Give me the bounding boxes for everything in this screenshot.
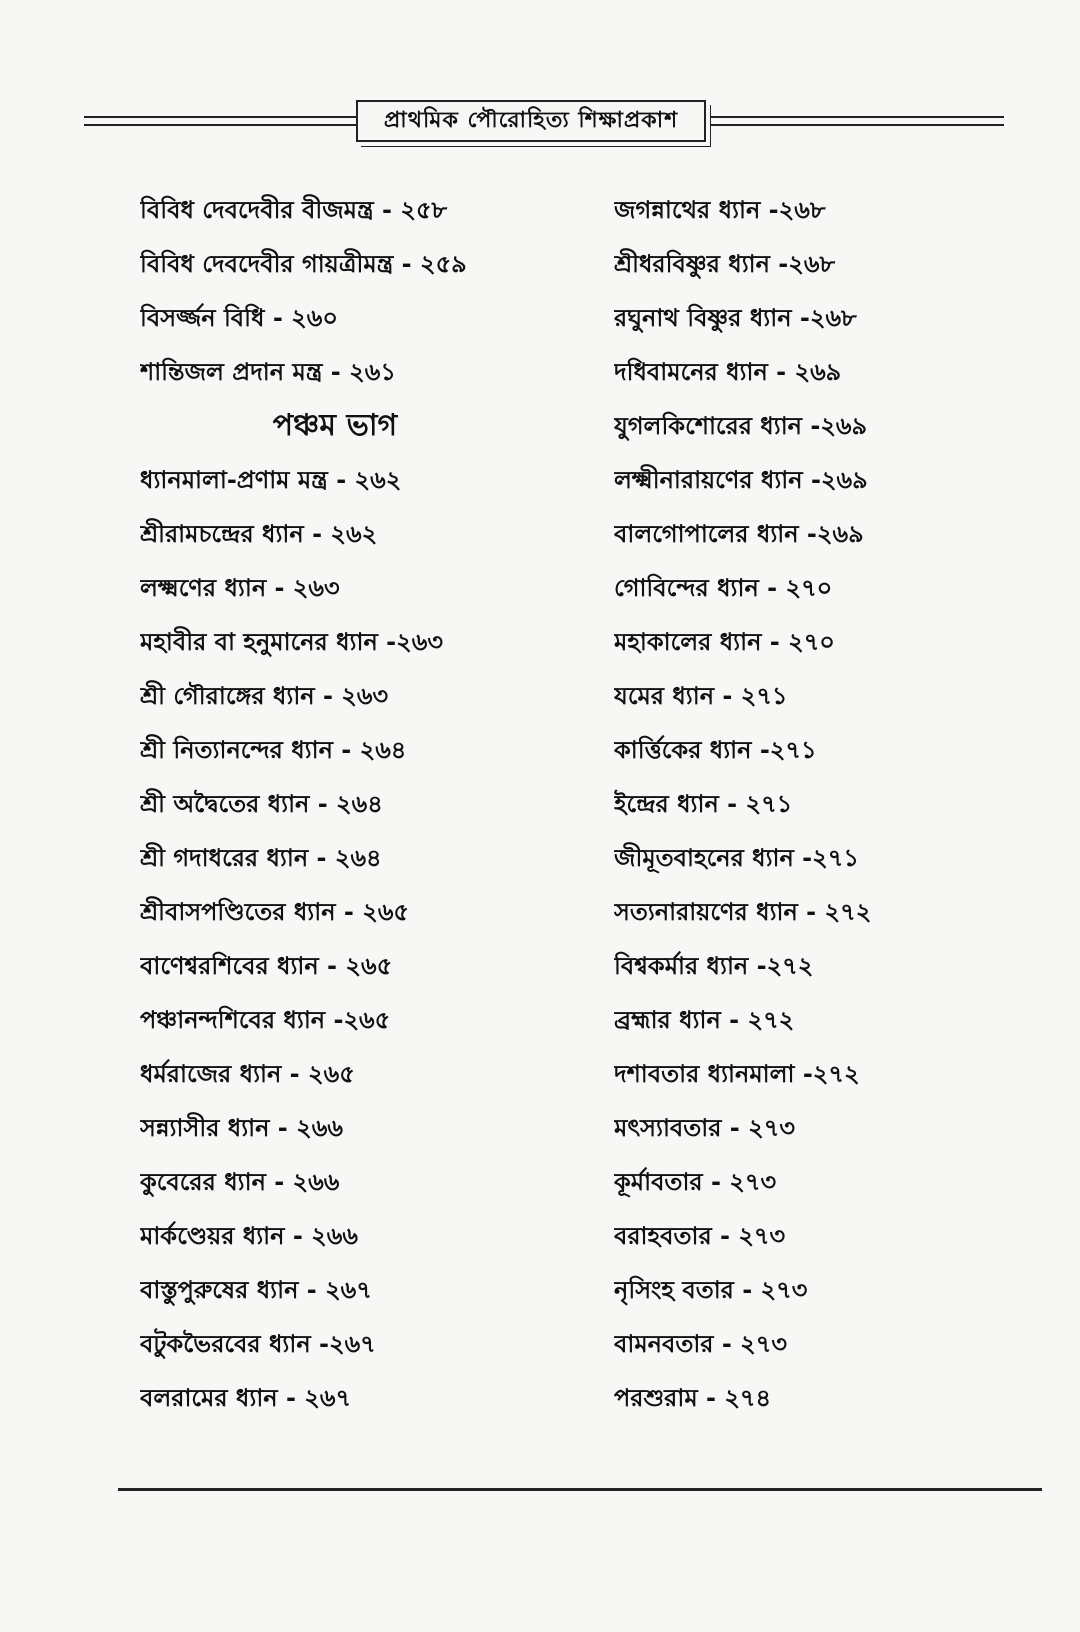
toc-entry: বালগোপালের ধ্যান -২৬৯ [614, 520, 864, 548]
toc-entry: দশাবতার ধ্যানমালা -২৭২ [614, 1060, 860, 1088]
toc-entry: লক্ষ্মীনারায়ণের ধ্যান -২৬৯ [614, 466, 868, 494]
toc-right-column [614, 190, 1034, 1432]
page-header [84, 96, 1004, 146]
toc-entry: শ্রীবাসপণ্ডিতের ধ্যান - ২৬৫ [140, 898, 410, 926]
toc-entry: ইন্দ্রের ধ্যান - ২৭১ [614, 790, 793, 818]
toc-entry: শ্রী অদ্বৈতের ধ্যান - ২৬৪ [140, 790, 383, 818]
toc-entry: শ্রীধরবিষ্ণুর ধ্যান -২৬৮ [614, 250, 836, 278]
toc-entry: পঞ্চানন্দশিবের ধ্যান -২৬৫ [140, 1006, 391, 1034]
toc-entry: জগন্নাথের ধ্যান -২৬৮ [614, 196, 826, 224]
toc-entry: বাণেশ্বরশিবের ধ্যান - ২৬৫ [140, 952, 393, 980]
toc-entry: সত্যনারায়ণের ধ্যান - ২৭২ [614, 898, 872, 926]
toc-entry: পরশুরাম - ২৭৪ [614, 1384, 772, 1412]
toc-entry: কূর্মাবতার - ২৭৩ [614, 1168, 777, 1196]
toc-entry: শান্তিজল প্রদান মন্ত্র - ২৬১ [140, 358, 396, 386]
toc-entry: দধিবামনের ধ্যান - ২৬৯ [614, 358, 842, 386]
toc-entry: শ্রীরামচন্দ্রের ধ্যান - ২৬২ [140, 520, 378, 548]
toc-entry: নৃসিংহ বতার - ২৭৩ [614, 1276, 808, 1304]
toc-entry: যমের ধ্যান - ২৭১ [614, 682, 788, 710]
toc-entry: বিশ্বকর্মার ধ্যান -২৭২ [614, 952, 814, 980]
toc-entry: জীমূতবাহনের ধ্যান -২৭১ [614, 844, 859, 872]
header-title: প্রাথমিক পৌরোহিত্য শিক্ষাপ্রকাশ [356, 100, 706, 142]
toc-entry: লক্ষ্মণের ধ্যান - ২৬৩ [140, 574, 340, 602]
toc-entry: ব্রহ্মার ধ্যান - ২৭২ [614, 1006, 795, 1034]
toc-entry: ধর্মরাজের ধ্যান - ২৬৫ [140, 1060, 355, 1088]
footer-rule [118, 1488, 1042, 1491]
toc-entry: বাস্তুপুরুষের ধ্যান - ২৬৭ [140, 1276, 372, 1304]
toc-entry: ধ্যানমালা-প্রণাম মন্ত্র - ২৬২ [140, 466, 402, 494]
toc-entry: বিসর্জ্জন বিধি - ২৬০ [140, 304, 338, 332]
toc-entry: শ্রী গদাধরের ধ্যান - ২৬৪ [140, 844, 382, 872]
toc-entry: গোবিন্দের ধ্যান - ২৭০ [614, 574, 833, 602]
toc-entry: শ্রী নিত্যানন্দের ধ্যান - ২৬৪ [140, 736, 407, 764]
section-heading: পঞ্চম ভাগ [272, 408, 398, 443]
toc-entry: বামনবতার - ২৭৩ [614, 1330, 787, 1358]
toc-entry: কার্ত্তিকের ধ্যান -২৭১ [614, 736, 817, 764]
toc-entry: রঘুনাথ বিষ্ণুর ধ্যান -২৬৮ [614, 304, 857, 332]
toc-entry: বিবিধ দেবদেবীর গায়ত্রীমন্ত্র - ২৫৯ [140, 250, 467, 278]
toc-entry: বটুকভৈরবের ধ্যান -২৬৭ [140, 1330, 376, 1358]
toc-entry: শ্রী গৌরাঙ্গের ধ্যান - ২৬৩ [140, 682, 389, 710]
toc-entry: বলরামের ধ্যান - ২৬৭ [140, 1384, 352, 1412]
toc-entry: যুগলকিশোরের ধ্যান -২৬৯ [614, 412, 868, 440]
toc-entry: মার্কণ্ডেয়র ধ্যান - ২৬৬ [140, 1222, 358, 1250]
toc-entry: মহাবীর বা হনুমানের ধ্যান -২৬৩ [140, 628, 443, 656]
toc-entry: বরাহবতার - ২৭৩ [614, 1222, 786, 1250]
toc-entry: কুবেরের ধ্যান - ২৬৬ [140, 1168, 340, 1196]
toc-entry: সন্ন্যাসীর ধ্যান - ২৬৬ [140, 1114, 343, 1142]
toc-left-column [140, 190, 580, 1432]
toc-entry: মহাকালের ধ্যান - ২৭০ [614, 628, 835, 656]
toc-entry: মৎস্যাবতার - ২৭৩ [614, 1114, 795, 1142]
toc-entry: বিবিধ দেবদেবীর বীজমন্ত্র - ২৫৮ [140, 196, 448, 224]
